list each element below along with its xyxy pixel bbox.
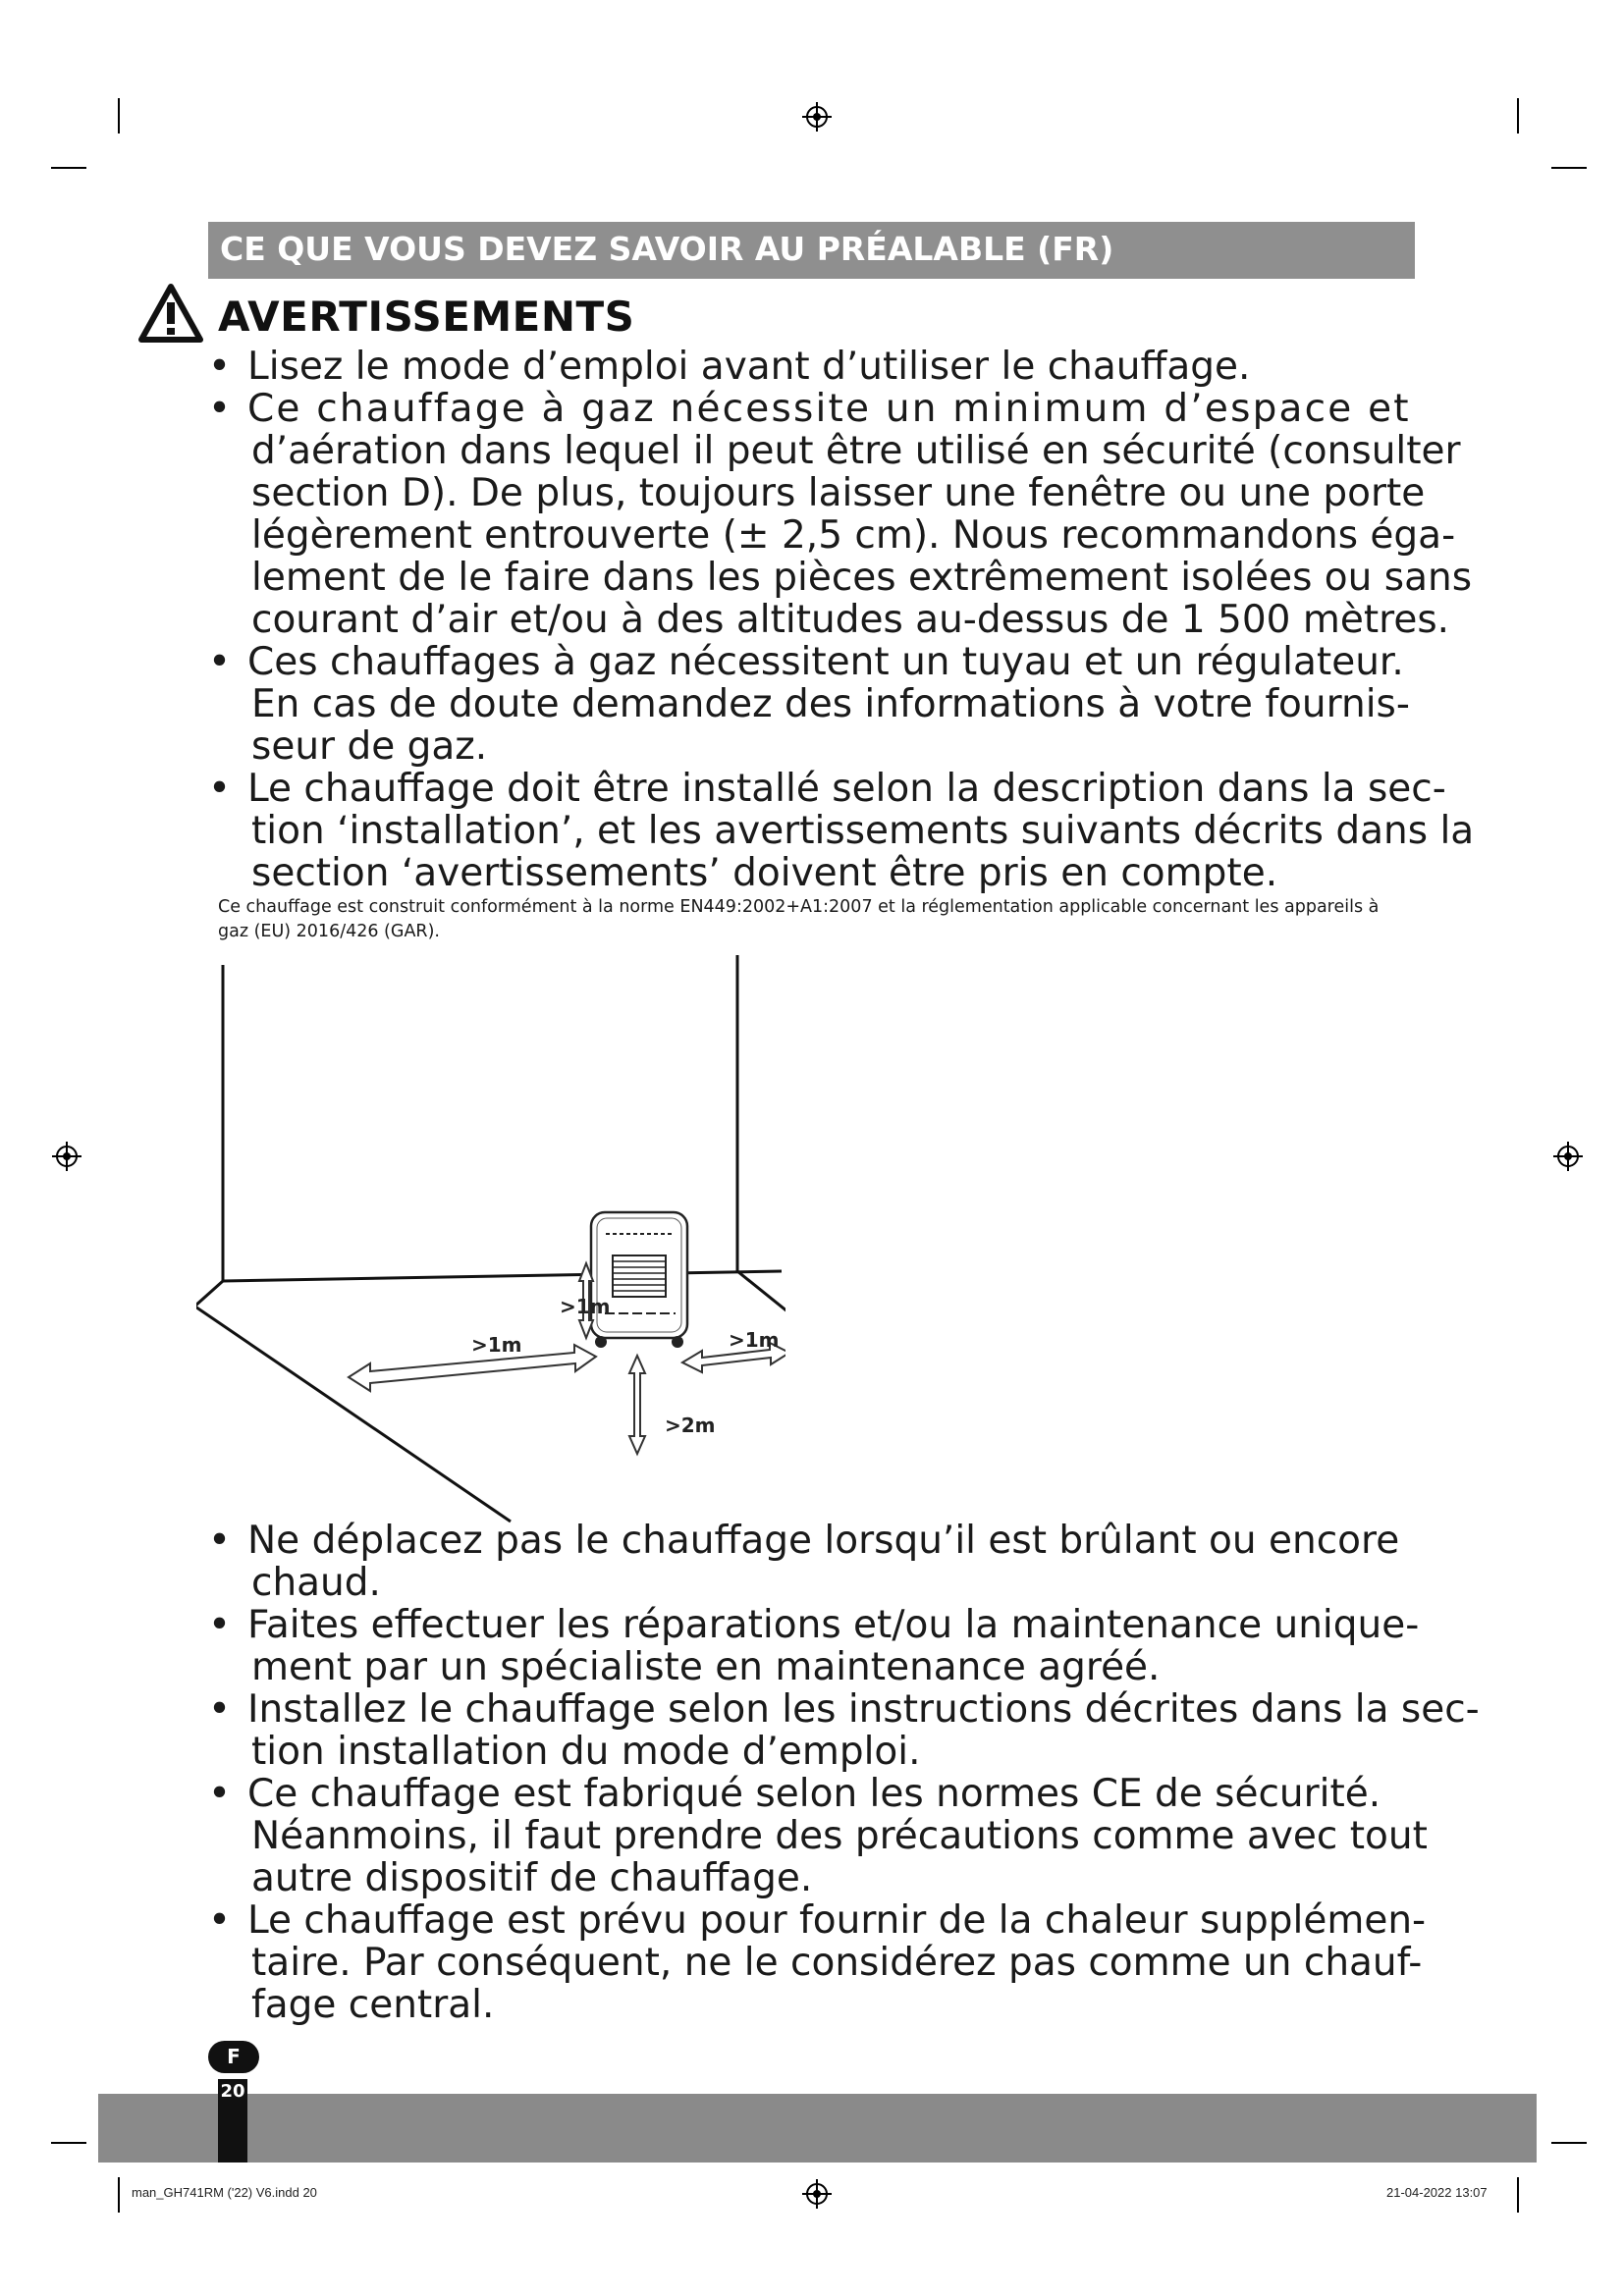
file-info: man_GH741RM ('22) V6.indd 20 [132, 2185, 317, 2200]
print-timestamp: 21-04-2022 13:07 [1386, 2185, 1488, 2200]
list-item: • Le chauffage est prévu pour fournir de la chaleur supplémen- taire. Par conséquent, ne le considérez pas comme un chauf- fage central. [208, 1898, 1427, 2027]
compliance-note: Ce chauffage est construit conformément à la norme EN449:2002+A1:2007 et la réglementation applicable concernant les appareils à gaz (EU) 2016/426 (GAR). [218, 897, 1380, 941]
floor-front-left [196, 1301, 511, 1522]
heater-illustration [591, 1212, 687, 1348]
list-item: • Ce chauffage à gaz nécessite un minimum d’espace et d’aération dans lequel il peut être utilisé en sécurité (consulter section D). De plus, toujours laisser une fenêtre ou une porte légèrement entrouverte (± 2,5 cm). Nous recommandons éga- lement de le faire dans les pièces extrêmement isolées ou sans courant d’air et/ou à des altitudes au-dessus de 1 500 mètres. [208, 387, 1473, 642]
crop-mark [1517, 98, 1519, 133]
warnings-list [208, 345, 1475, 895]
safety-list [208, 1519, 1480, 2027]
label-left: >1m [471, 1333, 522, 1357]
list-item: • Ne déplacez pas le chauffage lorsqu’il est brûlant ou encore chaud. [208, 1519, 1400, 1605]
label-right: >1m [729, 1328, 780, 1352]
crop-mark [1551, 167, 1587, 169]
crop-mark [51, 2142, 86, 2144]
list-item: • Faites effectuer les réparations et/ou la maintenance unique- ment par un spécialiste en maintenance agréé. [208, 1603, 1420, 1689]
registration-mark-icon [802, 2179, 832, 2209]
crop-mark [1551, 2142, 1587, 2144]
clearance-diagram [196, 947, 785, 1536]
language-badge: F [208, 2041, 259, 2073]
list-item: • Installez le chauffage selon les instructions décrites dans la sec- tion installation du mode d’emploi. [208, 1687, 1480, 1774]
crop-mark [51, 167, 86, 169]
front-clearance-arrow [629, 1356, 645, 1454]
crop-mark [118, 98, 120, 133]
label-front: >2m [665, 1414, 716, 1437]
crop-mark [1517, 2177, 1519, 2213]
registration-mark-icon [52, 1142, 81, 1171]
crop-mark [118, 2177, 120, 2213]
label-top: >1m [560, 1295, 611, 1318]
list-item: • Lisez le mode d’emploi avant d’utiliser le chauffage. [208, 345, 1251, 389]
page-number: 20 [220, 2081, 245, 2102]
registration-mark-icon [802, 102, 832, 132]
list-item: • Le chauffage doit être installé selon la description dans la sec- tion ‘installation’, et les avertissements suivants décrits dans la section ‘avertissements’ doivent être pris en compte. [208, 767, 1475, 895]
footer-bar [98, 2094, 1537, 2163]
registration-mark-icon [1553, 1142, 1583, 1171]
section-header-bar [208, 222, 1415, 279]
section-title: CE QUE VOUS DEVEZ SAVOIR AU PRÉALABLE (FR) [220, 230, 1114, 268]
list-item: • Ces chauffages à gaz nécessitent un tuyau et un régulateur. En cas de doute demandez des informations à votre fournis- seur de gaz. [208, 640, 1410, 769]
warning-triangle-icon [137, 283, 204, 344]
warnings-title: AVERTISSEMENTS [218, 293, 635, 341]
floor-back-edge [223, 1271, 782, 1281]
list-item: • Ce chauffage est fabriqué selon les normes CE de sécurité. Néanmoins, il faut prendre des précautions comme avec tout autre dispositif de chauffage. [208, 1772, 1428, 1900]
